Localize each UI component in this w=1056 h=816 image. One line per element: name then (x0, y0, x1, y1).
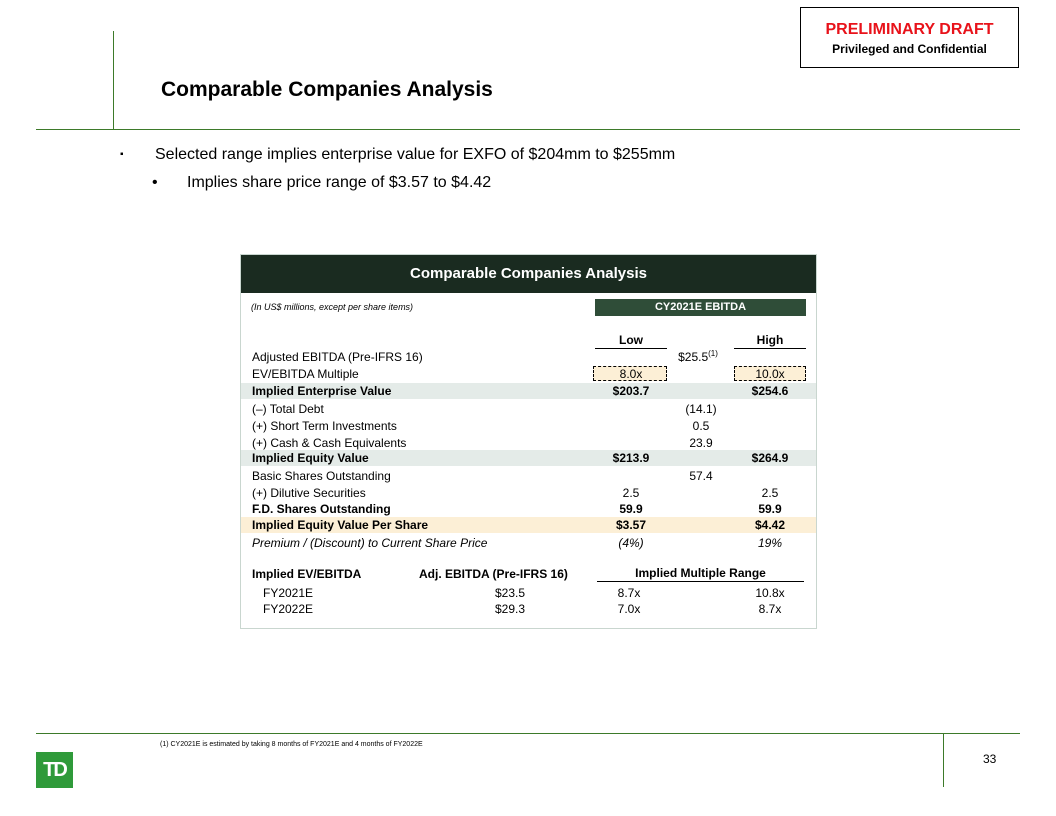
dot-bullet-icon: • (152, 174, 158, 191)
draft-stamp (800, 7, 1019, 68)
panel-title: Comparable Companies Analysis (241, 255, 816, 293)
col-high-header: High (734, 333, 806, 349)
comps-panel (240, 254, 817, 629)
bullet-1-text: Selected range implies enterprise value for EXFO of $204mm to $255mm (155, 146, 676, 163)
row-label: F.D. Shares Outstanding (252, 502, 391, 516)
table-row (241, 517, 816, 533)
row-high: $264.9 (751, 451, 789, 465)
row-low: $203.7 (612, 384, 650, 398)
row-low: 8.0x (619, 367, 643, 381)
page-title: Comparable Companies Analysis (161, 78, 493, 101)
row-low: $3.57 (615, 518, 647, 532)
row-label: (+) Cash & Cash Equivalents (252, 436, 407, 450)
ebitda-value: $25.5 (678, 350, 709, 364)
table-row (241, 435, 816, 451)
row-label: Premium / (Discount) to Current Share Price (252, 536, 488, 550)
table-row (241, 585, 816, 601)
group-header: CY2021E EBITDA (595, 299, 806, 316)
row-label: (+) Dilutive Securities (252, 486, 366, 500)
table-row (241, 418, 816, 434)
row-low: (4%) (618, 536, 644, 550)
row-high: 59.9 (758, 502, 782, 516)
row-label: Basic Shares Outstanding (252, 469, 391, 483)
row-label: (–) Total Debt (252, 402, 324, 416)
row-label: Implied Equity Value (252, 451, 369, 465)
table-row (241, 366, 816, 382)
row-mid: (14.1) (685, 402, 717, 416)
row-label: FY2022E (263, 602, 314, 616)
draft-subtitle: Privileged and Confidential (832, 42, 987, 56)
row-label: Implied Equity Value Per Share (252, 518, 429, 532)
row-high: $4.42 (754, 518, 786, 532)
table-row (241, 383, 816, 399)
row-label: Adjusted EBITDA (Pre-IFRS 16) (252, 350, 423, 364)
row-ebitda: $23.5 (495, 586, 526, 600)
row-label: (+) Short Term Investments (252, 419, 397, 433)
square-bullet-icon: ▪ (120, 149, 124, 160)
footer-divider-vertical (943, 733, 944, 787)
footnote: (1) CY2021E is estimated by taking 8 months of FY2021E and 4 months of FY2022E (160, 741, 423, 748)
table-row (241, 485, 816, 501)
row-label: EV/EBITDA Multiple (252, 367, 359, 381)
row-high: 10.0x (755, 367, 785, 381)
bullet-2-text: Implies share price range of $3.57 to $4.42 (187, 174, 492, 191)
table-row (241, 501, 816, 517)
header-divider (36, 129, 1020, 130)
row-mid: 57.4 (689, 469, 713, 483)
table-row (241, 401, 816, 417)
row-mid: 23.9 (689, 436, 713, 450)
col-low-header: Low (595, 333, 667, 349)
table-row (241, 349, 816, 365)
row-high: 2.5 (761, 486, 779, 500)
table-row (241, 601, 816, 617)
row-high: $254.6 (751, 384, 789, 398)
td-logo-icon: TD (36, 752, 73, 788)
row-low: 7.0x (617, 602, 641, 616)
table-row (241, 535, 816, 551)
multiple-range-header: Implied Multiple Range (597, 566, 804, 582)
row-label: Implied Enterprise Value (252, 384, 392, 398)
footnote-ref: (1) (708, 349, 718, 358)
footer-divider (36, 733, 1020, 734)
row-low: 8.7x (617, 586, 641, 600)
implied-ev-ebitda-header: Implied EV/EBITDA (252, 567, 362, 581)
row-high: 8.7x (758, 602, 782, 616)
row-ebitda: $29.3 (495, 602, 526, 616)
header-divider-vertical (113, 31, 114, 129)
units-note: (In US$ millions, except per share items) (251, 302, 414, 312)
row-high: 19% (757, 536, 783, 550)
row-high: 10.8x (755, 586, 785, 600)
row-mid (658, 350, 738, 364)
table-row (241, 468, 816, 484)
row-low: $213.9 (612, 451, 650, 465)
row-mid: 0.5 (692, 419, 710, 433)
row-low: 59.9 (619, 502, 643, 516)
table-row (241, 450, 816, 466)
draft-title: PRELIMINARY DRAFT (825, 21, 994, 38)
row-low: 2.5 (622, 486, 640, 500)
adj-ebitda-header: Adj. EBITDA (Pre-IFRS 16) (419, 567, 568, 581)
row-label: FY2021E (263, 586, 314, 600)
page-number: 33 (983, 752, 997, 766)
